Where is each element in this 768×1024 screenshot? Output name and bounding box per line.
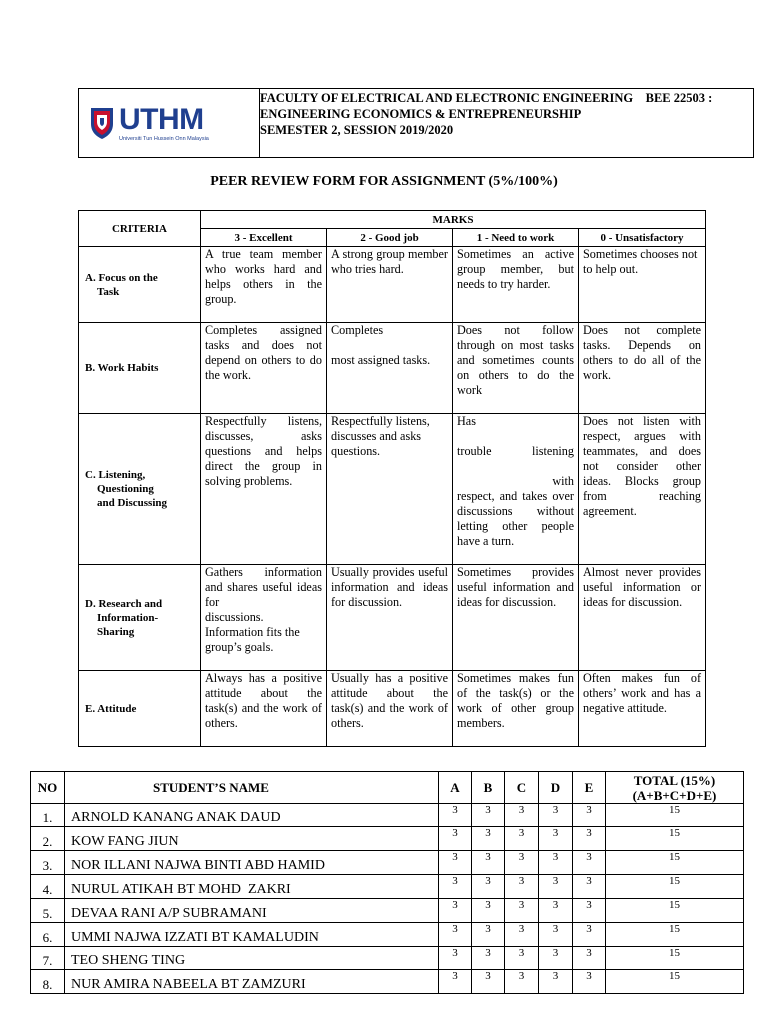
score-b: 3 [472, 851, 505, 875]
logo-cell [79, 89, 260, 157]
score-d: 3 [539, 923, 573, 947]
rubric-cell: Often makes fun of others’ work and has a negative attitude. [579, 671, 706, 747]
rubric-cell: Almost never provides useful information or ideas for discussion. [579, 565, 706, 671]
rubric-cell-line: trouble listening [457, 444, 574, 458]
col-e: E [573, 772, 606, 804]
rubric-row-a [79, 247, 706, 323]
score-b: 3 [472, 970, 505, 994]
rubric-cell: Does not follow through on most tasks and sometimes counts on others to do the work [453, 323, 579, 414]
student-name: ARNOLD KANANG ANAK DAUD [65, 804, 439, 827]
table-row [31, 804, 744, 827]
col-a: A [439, 772, 472, 804]
criteria-c-line3: and Discussing [97, 497, 168, 509]
criteria-d-line1: D. Research and [85, 597, 163, 610]
rubric-cell [327, 323, 453, 414]
student-name: NOR ILLANI NAJWA BINTI ABD HAMID [65, 851, 439, 875]
rubric-row-b [79, 323, 706, 414]
student-name: TEO SHENG TING [65, 947, 439, 970]
table-row [31, 923, 744, 947]
score-e: 3 [573, 899, 606, 923]
row-no: 1. [31, 804, 65, 827]
score-e: 3 [573, 947, 606, 970]
col-total-line2: (A+B+C+D+E) [632, 787, 717, 803]
score-b: 3 [472, 899, 505, 923]
rubric-cell: Respectfully listens, discusses, asks questions and helps direct the group in solving problems. [201, 414, 327, 565]
rubric-cell-line: respect, and takes over discussions without letting other people have a turn. [457, 489, 574, 548]
course-info [260, 89, 712, 157]
col-total-line1: TOTAL (15%) [633, 772, 716, 788]
criteria-c-line1: C. Listening, [85, 469, 146, 481]
criteria-c-line2: Questioning [97, 483, 154, 495]
score-total: 15 [606, 947, 744, 970]
criteria-d [79, 565, 201, 671]
col-b: B [472, 772, 505, 804]
score-a: 3 [439, 851, 472, 875]
score-d: 3 [539, 804, 573, 827]
rubric-cell: Completes assigned tasks and does not depend on others to do the work. [201, 323, 327, 414]
score-a: 3 [439, 947, 472, 970]
scores-header-row [31, 772, 744, 804]
score-e: 3 [573, 804, 606, 827]
score-c: 3 [505, 827, 539, 851]
score-e: 3 [573, 875, 606, 899]
criteria-c [79, 414, 201, 565]
rubric-cell-line: discussions. Information fits the group’s goals. [205, 610, 300, 654]
faculty-line: FACULTY OF ELECTRICAL AND ELECTRONIC ENGINEERING BEE 22503 : [260, 91, 713, 105]
score-c: 3 [505, 923, 539, 947]
rubric-cell [453, 414, 579, 565]
col-c: C [505, 772, 539, 804]
logo-subtitle: Universiti Tun Hussein Onn Malaysia [119, 135, 209, 142]
score-b: 3 [472, 875, 505, 899]
score-a: 3 [439, 923, 472, 947]
rubric-cell-line: most assigned tasks. [331, 353, 431, 367]
table-row [31, 899, 744, 923]
table-row [31, 875, 744, 899]
rubric-row-e [79, 671, 706, 747]
score-d: 3 [539, 875, 573, 899]
logo-wordmark: UTHM [119, 102, 204, 136]
score-d: 3 [539, 851, 573, 875]
score-a: 3 [439, 899, 472, 923]
rubric-cell: Usually provides useful information and ideas for discussion. [327, 565, 453, 671]
score-a: 3 [439, 875, 472, 899]
rubric-cell: Respectfully listens, discusses and asks questions. [327, 414, 453, 565]
rubric-header-row [79, 211, 706, 229]
score-c: 3 [505, 851, 539, 875]
score-e: 3 [573, 827, 606, 851]
criteria-e: E. Attitude [79, 671, 201, 747]
score-c: 3 [505, 875, 539, 899]
form-title: PEER REVIEW FORM FOR ASSIGNMENT (5%/100%) [210, 174, 558, 189]
score-total: 15 [606, 804, 744, 827]
rubric-cell [201, 565, 327, 671]
score-c: 3 [505, 970, 539, 994]
score-c: 3 [505, 947, 539, 970]
scores-table [30, 771, 744, 994]
table-row [31, 947, 744, 970]
row-no: 5. [31, 899, 65, 923]
row-no: 6. [31, 923, 65, 947]
criteria-a [79, 247, 201, 323]
rubric-cell: A strong group member who tries hard. [327, 247, 453, 323]
score-total: 15 [606, 970, 744, 994]
score-c: 3 [505, 899, 539, 923]
course-line: ENGINEERING ECONOMICS & ENTREPRENEURSHIP [260, 107, 582, 121]
rubric-cell: A true team member who works hard and helps others in the group. [201, 247, 327, 323]
level-excellent: 3 - Excellent [201, 229, 327, 247]
student-name: NUR AMIRA NABEELA BT ZAMZURI [65, 970, 439, 994]
level-unsatisfactory: 0 - Unsatisfactory [579, 229, 706, 247]
score-b: 3 [472, 804, 505, 827]
score-c: 3 [505, 804, 539, 827]
criteria-a-line2: Task [97, 285, 120, 298]
marks-header: MARKS [201, 211, 706, 229]
row-no: 3. [31, 851, 65, 875]
rubric-cell: Usually has a positive attitude about the task(s) and the work of others. [327, 671, 453, 747]
table-row [31, 827, 744, 851]
score-total: 15 [606, 851, 744, 875]
score-total: 15 [606, 923, 744, 947]
rubric-cell-line: Gathers information and shares useful ideas for [205, 565, 322, 609]
score-e: 3 [573, 970, 606, 994]
rubric-cell: Always has a positive attitude about the task(s) and the work of others. [201, 671, 327, 747]
row-no: 7. [31, 947, 65, 970]
student-name: KOW FANG JIUN [65, 827, 439, 851]
row-no: 8. [31, 970, 65, 994]
score-d: 3 [539, 899, 573, 923]
student-name: DEVAA RANI A/P SUBRAMANI [65, 899, 439, 923]
rubric-cell: Sometimes chooses not to help out. [579, 247, 706, 323]
table-row [31, 851, 744, 875]
rubric-cell: Does not complete tasks. Depends on others to do all of the work. [579, 323, 706, 414]
rubric-row-d [79, 565, 706, 671]
score-b: 3 [472, 827, 505, 851]
criteria-header: CRITERIA [79, 211, 201, 247]
score-e: 3 [573, 923, 606, 947]
table-row [31, 970, 744, 994]
criteria-b: B. Work Habits [79, 323, 201, 414]
rubric-table [78, 210, 706, 747]
criteria-d-line3: Sharing [97, 625, 135, 638]
rubric-cell: Sometimes an active group member, but needs to try harder. [453, 247, 579, 323]
score-d: 3 [539, 970, 573, 994]
score-a: 3 [439, 970, 472, 994]
col-total [606, 772, 744, 804]
semester-line: SEMESTER 2, SESSION 2019/2020 [260, 123, 454, 137]
row-no: 4. [31, 875, 65, 899]
score-b: 3 [472, 947, 505, 970]
student-name: NURUL ATIKAH BT MOHD ZAKRI [65, 875, 439, 899]
col-d: D [539, 772, 573, 804]
score-d: 3 [539, 947, 573, 970]
rubric-cell: Does not listen with respect, argues with teammates, and does not consider other ideas. Blocks group from reaching agreement. [579, 414, 706, 565]
rubric-cell: Sometimes provides useful information and ideas for discussion. [453, 565, 579, 671]
document-header [78, 88, 754, 158]
score-a: 3 [439, 827, 472, 851]
student-name: UMMI NAJWA IZZATI BT KAMALUDIN [65, 923, 439, 947]
rubric-cell-line: Has [457, 414, 476, 428]
col-student-name: STUDENT’S NAME [65, 772, 439, 804]
score-e: 3 [573, 851, 606, 875]
level-need-to-work: 1 - Need to work [453, 229, 579, 247]
score-d: 3 [539, 827, 573, 851]
uthm-logo [89, 102, 209, 142]
crest-icon [89, 106, 115, 140]
score-b: 3 [472, 923, 505, 947]
criteria-a-line1: A. Focus on the [85, 271, 158, 284]
level-good-job: 2 - Good job [327, 229, 453, 247]
col-no: NO [31, 772, 65, 804]
rubric-cell-line: Completes [331, 323, 384, 337]
score-a: 3 [439, 804, 472, 827]
scores-body [31, 804, 744, 994]
score-total: 15 [606, 899, 744, 923]
row-no: 2. [31, 827, 65, 851]
rubric-cell: Sometimes makes fun of the task(s) or the work of other group members. [453, 671, 579, 747]
rubric-row-c [79, 414, 706, 565]
score-total: 15 [606, 875, 744, 899]
criteria-d-line2: Information- [97, 611, 159, 624]
rubric-cell-line: with [552, 474, 574, 488]
score-total: 15 [606, 827, 744, 851]
